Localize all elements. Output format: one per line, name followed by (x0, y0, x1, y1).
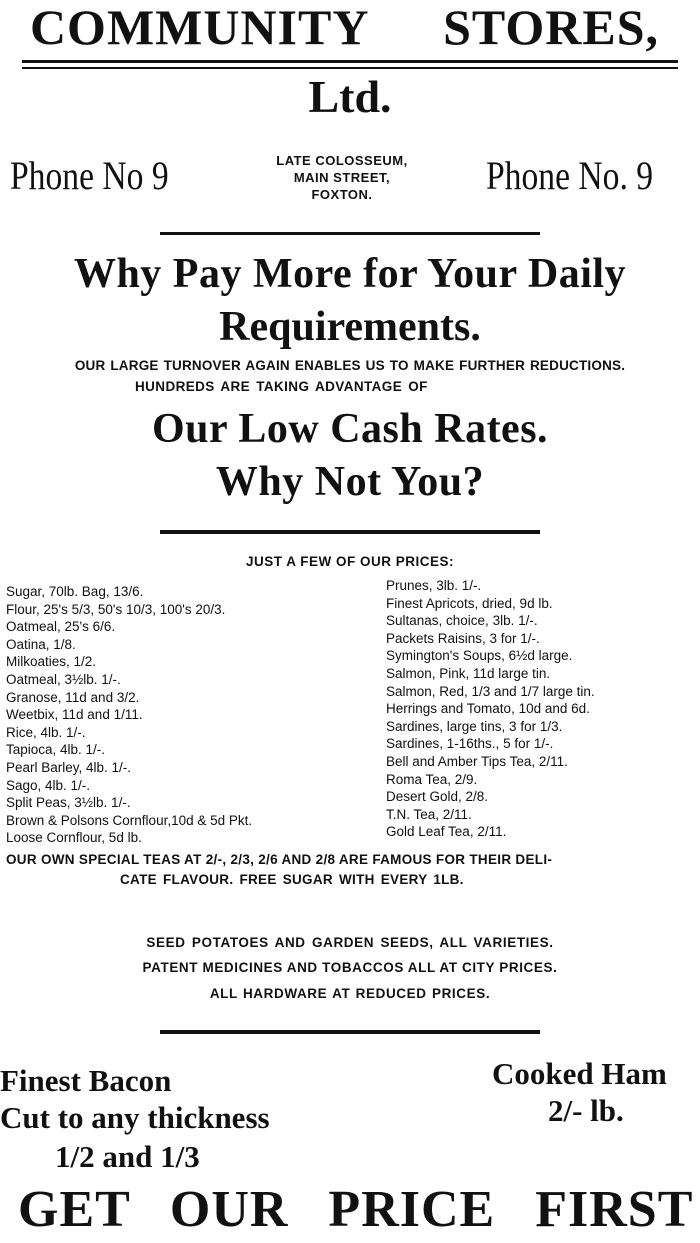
price-item: Brown & Polsons Cornflour,10d & 5d Pkt. (6, 812, 253, 828)
bacon-price: 1/2 and 1/3 (55, 1139, 200, 1174)
price-item: Finest Apricots, dried, 9d lb. (386, 595, 553, 611)
price-item: Salmon, Pink, 11d large tin. (386, 665, 551, 681)
price-list-right (386, 577, 595, 841)
price-item: Milkoaties, 1/2. (6, 654, 97, 670)
price-item: Sugar, 70lb. Bag, 13/6. (6, 584, 144, 599)
price-list-left (6, 583, 252, 847)
price-item: Sardines, 1-16ths., 5 for 1/-. (386, 736, 554, 752)
intro-line-2: HUNDREDS ARE TAKING ADVANTAGE OF (135, 379, 428, 394)
address-line: FOXTON. (311, 187, 373, 202)
price-item: Bell and Amber Tips Tea, 2/11. (386, 753, 568, 769)
price-item: Gold Leaf Tea, 2/11. (386, 824, 507, 840)
price-item: Sardines, large tins, 3 for 1/3. (386, 718, 563, 734)
price-item: Loose Cornflour, 5d lb. (6, 830, 142, 846)
footer-slogan: GET OUR PRICE FIRST (18, 1181, 694, 1238)
price-item: Oatmeal, 3½lb. 1/-. (6, 671, 121, 687)
phone-right: Phone No. 9 (486, 153, 654, 198)
extras-line: SEED POTATOES AND GARDEN SEEDS, ALL VARIETIES. (146, 935, 554, 950)
masthead-rule-bottom (22, 67, 678, 69)
store-name: COMMUNITY STORES, (29, 0, 660, 55)
price-item: Granose, 11d and 3/2. (6, 689, 140, 705)
price-item: Oatina, 1/8. (6, 636, 76, 652)
extras-line: ALL HARDWARE AT REDUCED PRICES. (209, 986, 491, 1001)
price-item: Prunes, 3lb. 1/-. (386, 578, 482, 593)
price-item: Weetbix, 11d and 1/11. (6, 707, 143, 723)
address-line: MAIN STREET, (293, 170, 391, 185)
teas-line-2: CATE FLAVOUR. FREE SUGAR WITH EVERY 1LB. (120, 872, 464, 887)
price-item: Salmon, Red, 1/3 and 1/7 large tin. (386, 683, 595, 699)
section-rule (160, 1030, 540, 1034)
address-block (252, 152, 432, 203)
price-item: Roma Tea, 2/9. (386, 771, 478, 787)
price-item: Flour, 25's 5/3, 50's 10/3, 100's 20/3. (6, 601, 226, 617)
intro-line-1: OUR LARGE TURNOVER AGAIN ENABLES US TO MAKE FURTHER REDUCTIONS. (74, 358, 626, 373)
ham-line-1: Cooked Ham (492, 1056, 667, 1091)
section-rule (160, 530, 540, 534)
price-item: T.N. Tea, 2/11. (386, 806, 472, 822)
address-line: LATE COLOSSEUM, (276, 153, 408, 168)
section-rule (160, 232, 540, 235)
bacon-line-1: Finest Bacon (0, 1063, 172, 1098)
price-item: Sultanas, choice, 3lb. 1/-. (386, 613, 538, 629)
price-item: Packets Raisins, 3 for 1/-. (386, 630, 540, 646)
price-item: Rice, 4lb. 1/-. (6, 724, 86, 740)
low-cash-rates: Our Low Cash Rates. (151, 406, 549, 452)
headline-line-2: Requirements. (219, 304, 481, 350)
ham-price: 2/- lb. (548, 1093, 624, 1128)
prices-heading: JUST A FEW OF OUR PRICES: (245, 554, 454, 569)
price-item: Oatmeal, 25's 6/6. (6, 619, 116, 635)
price-item: Pearl Barley, 4lb. 1/-. (6, 759, 132, 775)
masthead-rule-top (22, 60, 678, 63)
store-suffix: Ltd. (308, 71, 392, 122)
price-item: Herrings and Tomato, 10d and 6d. (386, 701, 590, 717)
price-item: Desert Gold, 2/8. (386, 789, 489, 805)
why-not-you: Why Not You? (215, 459, 485, 505)
price-item: Symington's Soups, 6½d large. (386, 648, 573, 664)
phone-left: Phone No 9 (10, 153, 169, 198)
headline-line-1: Why Pay More for Your Daily (73, 251, 627, 297)
extras-line: PATENT MEDICINES AND TOBACCOS ALL AT CITY PRICES. (142, 960, 558, 975)
teas-line-1: OUR OWN SPECIAL TEAS AT 2/-, 2/3, 2/6 AND 2/8 ARE FAMOUS FOR THEIR DELI- (6, 852, 553, 867)
price-item: Tapioca, 4lb. 1/-. (6, 742, 106, 758)
bacon-line-2: Cut to any thickness (0, 1100, 270, 1135)
price-item: Sago, 4lb. 1/-. (6, 777, 91, 793)
price-item: Split Peas, 3½lb. 1/-. (6, 795, 131, 811)
